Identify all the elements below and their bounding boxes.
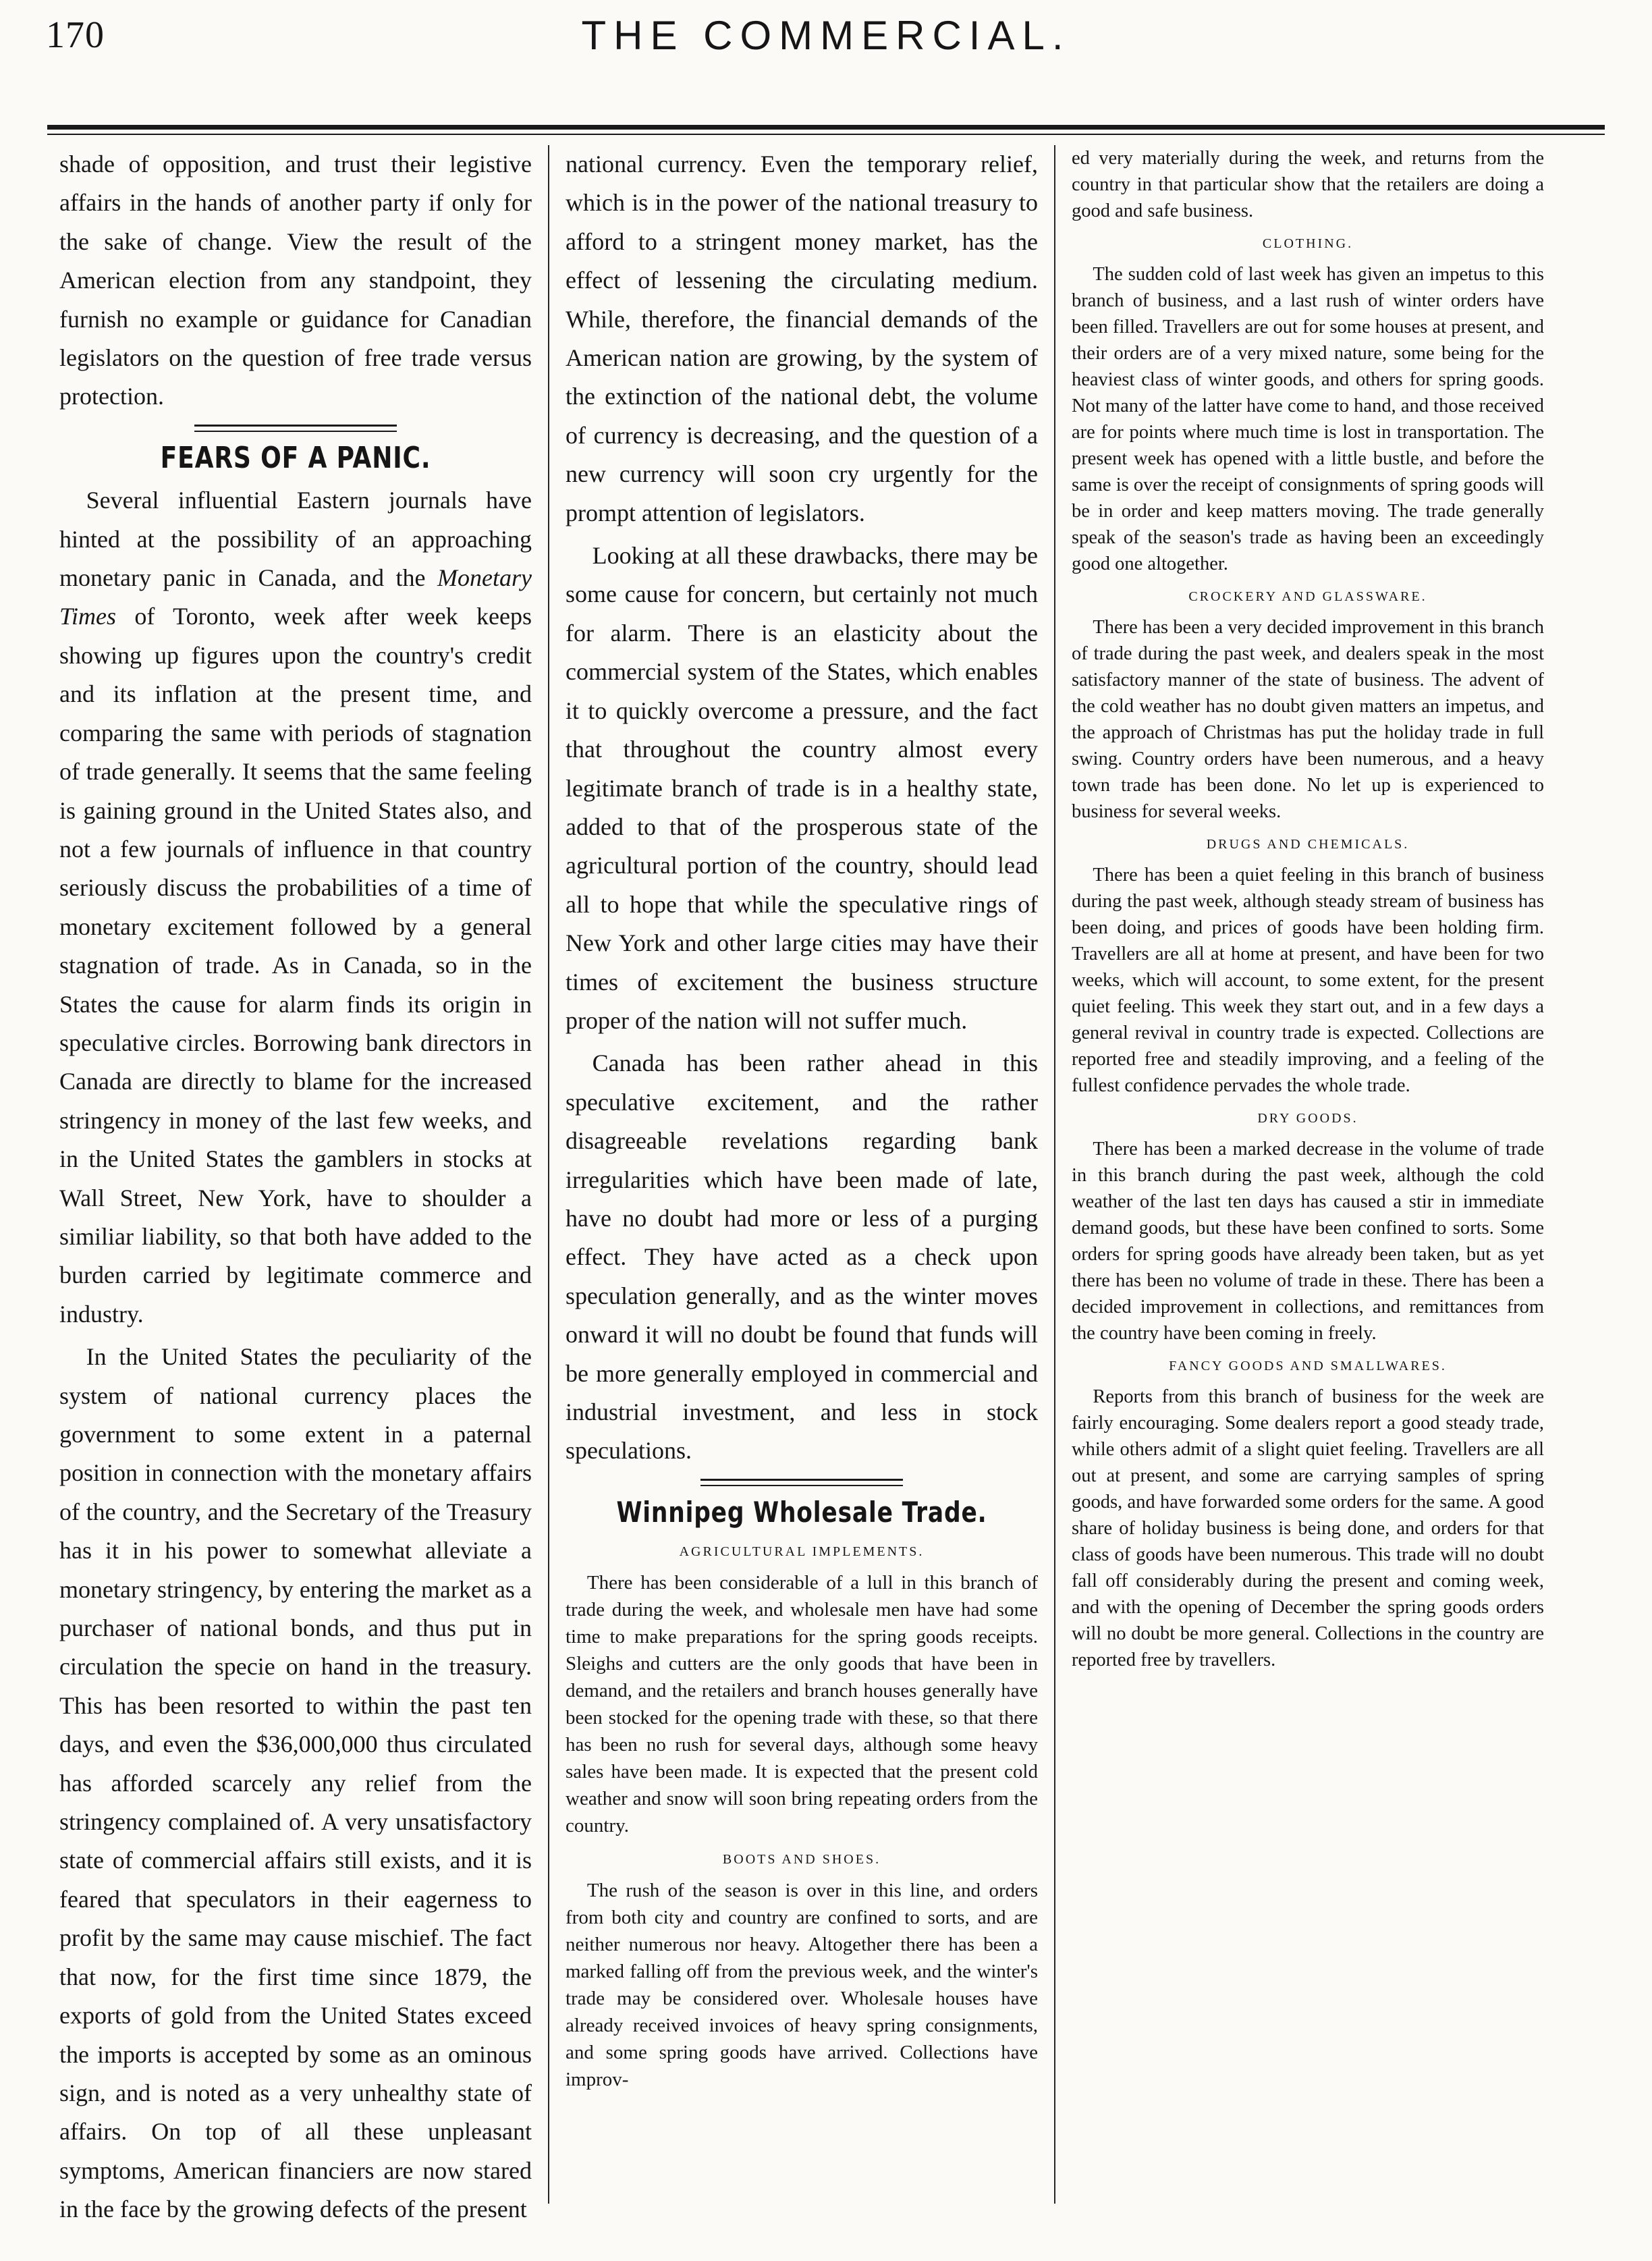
- page-number: 170: [46, 14, 105, 56]
- paragraph: The rush of the season is over in this line, and orders from both city and country are confined to sorts, and are neither numerous nor heavy. Altogether there has been a marked falling off from the previous week, and the winter's trade may be considered over. Wholesale houses have already received invoices of heavy spring consignments, and some spring goods have arrived. Collections have improv-: [566, 1880, 1038, 2091]
- paragraph: ed very materially during the week, and returns from the country in that particular show that the retailers are doing a good and safe business.: [1072, 148, 1544, 221]
- column-1: [59, 145, 532, 2223]
- article-heading-winnipeg-wholesale-trade: Winnipeg Wholesale Trade.: [616, 1495, 987, 1529]
- header-rule-thick: [47, 125, 1605, 130]
- column-3: [1072, 145, 1544, 2237]
- paragraph: national currency. Even the temporary relief, which is in the power of the national treasury to afford to a stringent money market, has the effect of lessening the circulating medium. While, therefore, the financial demands of the American nation are growing, by the system of the extinction of the national debt, the volume of currency is decreasing, and the question of a new currency will soon cry urgently for the prompt attention of legislators.: [566, 151, 1038, 526]
- article-heading-fears-of-a-panic: FEARS OF A PANIC.: [160, 440, 431, 475]
- column-divider-1: [548, 145, 549, 2204]
- section-heading-crockery-and-glassware: CROCKERY AND GLASSWARE.: [1188, 589, 1427, 604]
- section-heading-agricultural-implements: AGRICULTURAL IMPLEMENTS.: [679, 1544, 925, 1560]
- column-divider-2: [1054, 145, 1055, 2204]
- section-heading-fancy-goods-and-smallwares: FANCY GOODS AND SMALLWARES.: [1169, 1359, 1447, 1373]
- column-2: [566, 145, 1038, 2204]
- section-heading-clothing: CLOTHING.: [1262, 236, 1354, 251]
- paragraph: Several influential Eastern journals have hinted at the possibility of an approaching monetary panic in Canada, and the Monetary Times of Toronto, week after week keeps showing up figures upon the country's credit and its inflation at the present time, and comparing the same with periods of stagnation of trade generally. It seems that the same feeling is gaining ground in the United States also, and not a few journals of influence in that country seriously discuss the probabilities of a time of monetary excitement followed by a general stagnation of trade. As in Canada, so in the States the cause for alarm finds its origin in speculative circles. Borrowing bank directors in Canada are directly to blame for the increased stringency in money of the last few weeks, and in the United States the gamblers in stocks at Wall Street, New York, have to shoulder a similiar liability, so that both have added to the burden carried by legitimate commerce and industry.: [59, 487, 532, 1328]
- paragraph: shade of opposition, and trust their legistive affairs in the hands of another party if only for the sake of change. View the result of the American election from any standpoint, they furnish no example or guidance for Canadian legislators on the question of free trade versus protection.: [59, 151, 532, 410]
- paragraph: There has been a quiet feeling in this branch of business during the past week, although steady stream of business has been doing, and prices of goods have been holding firm. Travellers are all at home at present, and have been for two weeks, which will account, to some extent, for the present quiet feeling. This week they start out, and in a few days a general revival in country trade is expected. Collections are reported free and steadily improving, and a feeling of the fullest confidence pervades the whole trade.: [1072, 865, 1544, 1096]
- paragraph: Canada has been rather ahead in this speculative excitement, and the rather disagreeable revelations regarding bank irregularities which have been made of late, have no doubt had more or less of a purging effect. They have acted as a check upon speculation generally, and as the winter moves onward it will no doubt be found that funds will be more generally employed in commercial and industrial investment, and less in stock speculations.: [566, 1050, 1038, 1465]
- paragraph: Reports from this branch of business for the week are fairly encouraging. Some dealers report a good steady trade, while others admit of a slight quiet feeling. Travellers are all out at present, and some are carrying samples of spring goods, and have forwarded some orders for the same. A good share of holiday business is being done, and orders for that class of goods have been numerous. This trade will no doubt fall off considerably during the present and coming week, and with the opening of December the spring goods orders will no doubt be more general. Collections in the country are reported free by travellers.: [1072, 1386, 1544, 1670]
- italic-title: Monetary Times: [59, 564, 532, 630]
- section-heading-boots-and-shoes: BOOTS AND SHOES.: [722, 1852, 881, 1868]
- header-rule-thin: [47, 134, 1605, 135]
- section-rule: [700, 1479, 903, 1486]
- paragraph: In the United States the peculiarity of the system of national currency places the government to some extent in a paternal position in connection with the monetary affairs of the country, and the Secretary of the Treasury has it in his power to somewhat alleviate a monetary stringency, by entering the market as a purchaser of national bonds, and thus put in circulation the specie on hand in the treasury. This has been resorted to within the past ten days, and even the $36,000,000 thus circulated has afforded scarcely any relief from the stringency complained of. A very unsatisfactory state of commercial affairs still exists, and it is feared that speculators in their eagerness to profit by the same may cause mischief. The fact that now, for the first time since 1879, the exports of gold from the United States exceed the imports is accepted by some as an ominous sign, and is noted as a very unhealthy state of affairs. On top of all these unpleasant symptoms, American financiers are now stared in the face by the growing defects of the present: [59, 1343, 532, 2223]
- paragraph: There has been considerable of a lull in this branch of trade during the week, and wholesale men have had some time to make preparations for the spring goods receipts. Sleighs and cutters are the only goods that have been in demand, and the retailers and branch houses generally have been stocked for the opening trade with these, so that there has been no rush for several days, although some heavy sales have been made. It is expected that the present cold weather and snow will soon bring repeating orders from the country.: [566, 1572, 1038, 1837]
- paragraph: Looking at all these drawbacks, there may be some cause for concern, but certainly not much for alarm. There is an elasticity about the commercial system of the States, which enables it to quickly overcome a pressure, and the fact that throughout the country almost every legitimate branch of trade is in a healthy state, added to that of the prosperous state of the agricultural portion of the country, should lead all to hope that while the speculative rings of New York and other large cities may have their times of excitement the business structure proper of the nation will not suffer much.: [566, 542, 1038, 1034]
- masthead-title: THE COMMERCIAL.: [581, 13, 1071, 58]
- paragraph: There has been a very decided improvement in this branch of trade during the past week, and dealers speak in the most satisfactory manner of the state of business. The advent of the cold weather has no doubt given matters an impetus, and the approach of Christmas has put the holiday trade in full swing. Country orders have been numerous, and a heavy town trade has been done. No let up is experienced to business for several weeks.: [1072, 617, 1544, 822]
- section-rule: [194, 425, 397, 432]
- section-heading-dry-goods: DRY GOODS.: [1257, 1111, 1358, 1126]
- paragraph: The sudden cold of last week has given an impetus to this branch of business, and a last rush of winter orders have been filled. Travellers are out for some houses at present, and their orders are of a very mixed nature, some being for the heaviest class of winter goods, and others for spring goods. Not many of the latter have come to hand, and those received are for points where much time is lost in transportation. The present week has opened with a little bustle, and before the same is over the receipt of consignments of spring goods will be in order and keep matters moving. The trade generally speak of the season's trade as having been an exceedingly good one altogether.: [1072, 264, 1544, 574]
- paragraph: There has been a marked decrease in the volume of trade in this branch during the past week, although the cold weather of the last ten days has caused a stir in immediate demand goods, but these have been confined to sorts. Some orders for spring goods have already been taken, but as yet there has been no volume of trade in these. There has been a decided improvement in collections, and remittances from the country have been coming in freely.: [1072, 1139, 1544, 1344]
- section-heading-drugs-and-chemicals: DRUGS AND CHEMICALS.: [1206, 837, 1410, 852]
